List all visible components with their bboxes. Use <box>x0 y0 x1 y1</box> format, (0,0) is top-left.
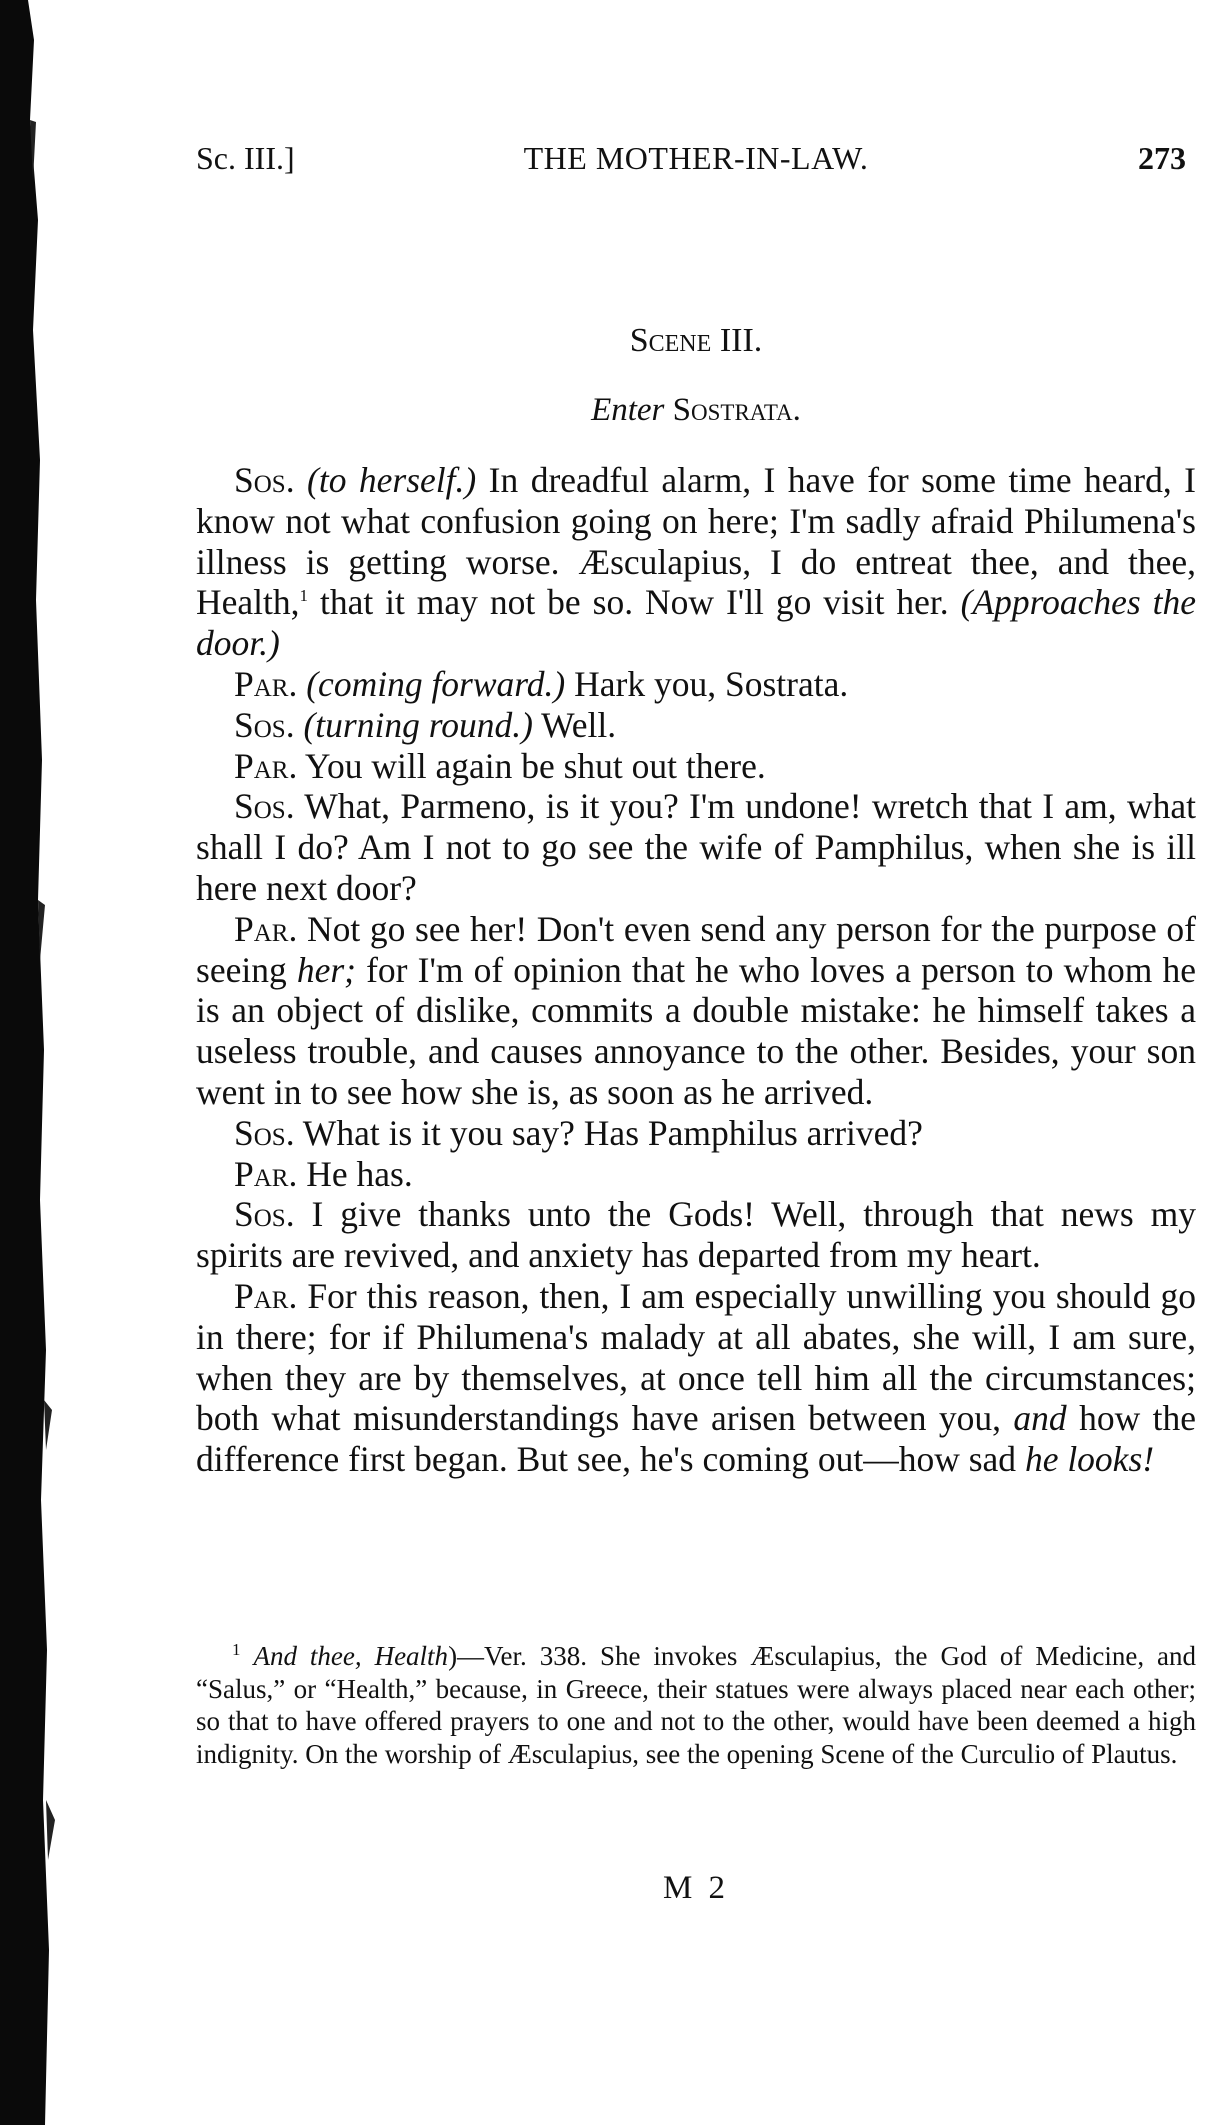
dialogue <box>196 460 1196 1480</box>
speaker: Sos. <box>234 1112 295 1153</box>
enter-word: Enter <box>591 392 665 428</box>
line-text: for I'm of opinion that he who loves a person to whom he is an object of dislike, commits a double mistake: he himself takes a useless trouble, and causes annoyance to the other. Besides, your son went in to see how she is, as soon as he arrived. <box>196 949 1196 1112</box>
speaker: Sos. <box>234 1194 295 1235</box>
speaker: Par. <box>234 745 298 786</box>
dialogue-line <box>196 1194 1196 1276</box>
speaker: Sos. <box>234 704 295 745</box>
stage-direction: (to herself.) <box>307 460 477 500</box>
line-text: In dreadful alarm, I have for some time heard, I know not what confusion going on here; I'm sadly afraid Philumena's illness is getting worse. Æsculapius, I do entreat thee, and thee, Health, <box>196 460 1196 623</box>
footnote-text: )—Ver. 338. She invokes Æsculapius, the God of Medicine, and “Salus,” or “Health,” because, in Greece, their statues were always placed near each other; so that to have offered prayers to one and not to the other, would have been deemed a high indignity. On the worship of Æsculapius, see the opening Scene of the Curculio of Plautus. <box>196 1641 1197 1769</box>
speaker: Sos. <box>234 460 295 500</box>
dialogue-line <box>196 705 1196 746</box>
footnote <box>196 1640 1196 1770</box>
binding-edge <box>0 0 60 2125</box>
dialogue-line <box>196 909 1196 1113</box>
dialogue-line <box>196 786 1196 908</box>
scene-title-initial: S <box>629 322 649 359</box>
page-number: 273 <box>1138 140 1186 176</box>
stage-direction: (coming forward.) <box>306 663 566 704</box>
line-text: Hark you, Sostrata. <box>565 663 849 704</box>
speaker: Sos. <box>234 786 295 827</box>
stage-direction-enter <box>196 392 1196 429</box>
header-title: THE MOTHER-IN-LAW. <box>523 140 869 176</box>
line-text: that it may not be so. Now I'll go visit her. <box>308 582 961 623</box>
enter-character: Sostrata. <box>672 392 801 428</box>
emphasis: he looks! <box>1024 1439 1155 1480</box>
stage-direction: (Approaches the door.) <box>196 582 1196 664</box>
line-text: Well. <box>532 704 617 745</box>
signature-mark: M 2 <box>662 1870 730 1906</box>
speaker: Par. <box>234 908 298 949</box>
line-text: For this reason, then, I am especially unwilling you should go in there; for if Philumena's malady at all abates, she will, I am sure, when they are by themselves, at once tell him all the circumstances; both what misunderstandings have arisen between you, <box>196 1275 1196 1439</box>
line-text: He has. <box>297 1153 413 1194</box>
line-text: You will again be shut out there. <box>297 745 766 786</box>
dialogue-line <box>196 460 1196 664</box>
scene-title-number: III. <box>719 322 763 359</box>
stage-direction: (turning round.) <box>303 704 533 745</box>
line-text: I give thanks unto the Gods! Well, through that news my spirits are revived, and anxiety has departed from my heart. <box>196 1194 1196 1276</box>
emphasis: and <box>1013 1398 1067 1439</box>
speaker: Par. <box>234 1153 298 1194</box>
dialogue-line <box>196 746 1196 787</box>
scene-title-word: cene <box>648 322 712 359</box>
line-text: What is it you say? Has Pamphilus arrived? <box>294 1112 923 1153</box>
footnotes <box>196 1640 1196 1770</box>
dialogue-line <box>196 664 1196 705</box>
header-section: Sc. III.] <box>196 140 295 176</box>
line-text: Not go see her! Don't even send any person for the purpose of seeing <box>196 908 1196 990</box>
footnote-lemma: And thee, Health <box>253 1641 449 1671</box>
running-header <box>196 140 1196 190</box>
footnote-mark: 1 <box>232 1640 241 1659</box>
footnote-ref: 1 <box>299 586 309 606</box>
speaker: Par. <box>234 1275 298 1316</box>
dialogue-line <box>196 1154 1196 1195</box>
dialogue-line <box>196 1113 1196 1154</box>
line-text: how the difference first began. But see, he's coming out—how sad <box>196 1398 1196 1480</box>
scene-title <box>196 322 1196 360</box>
dialogue-line <box>196 1276 1196 1480</box>
emphasis: her; <box>296 949 356 990</box>
speaker: Par. <box>234 663 298 704</box>
line-text: What, Parmeno, is it you? I'm undone! wretch that I am, what shall I do? Am I not to go see the wife of Pamphilus, when she is ill here next door? <box>196 786 1196 908</box>
